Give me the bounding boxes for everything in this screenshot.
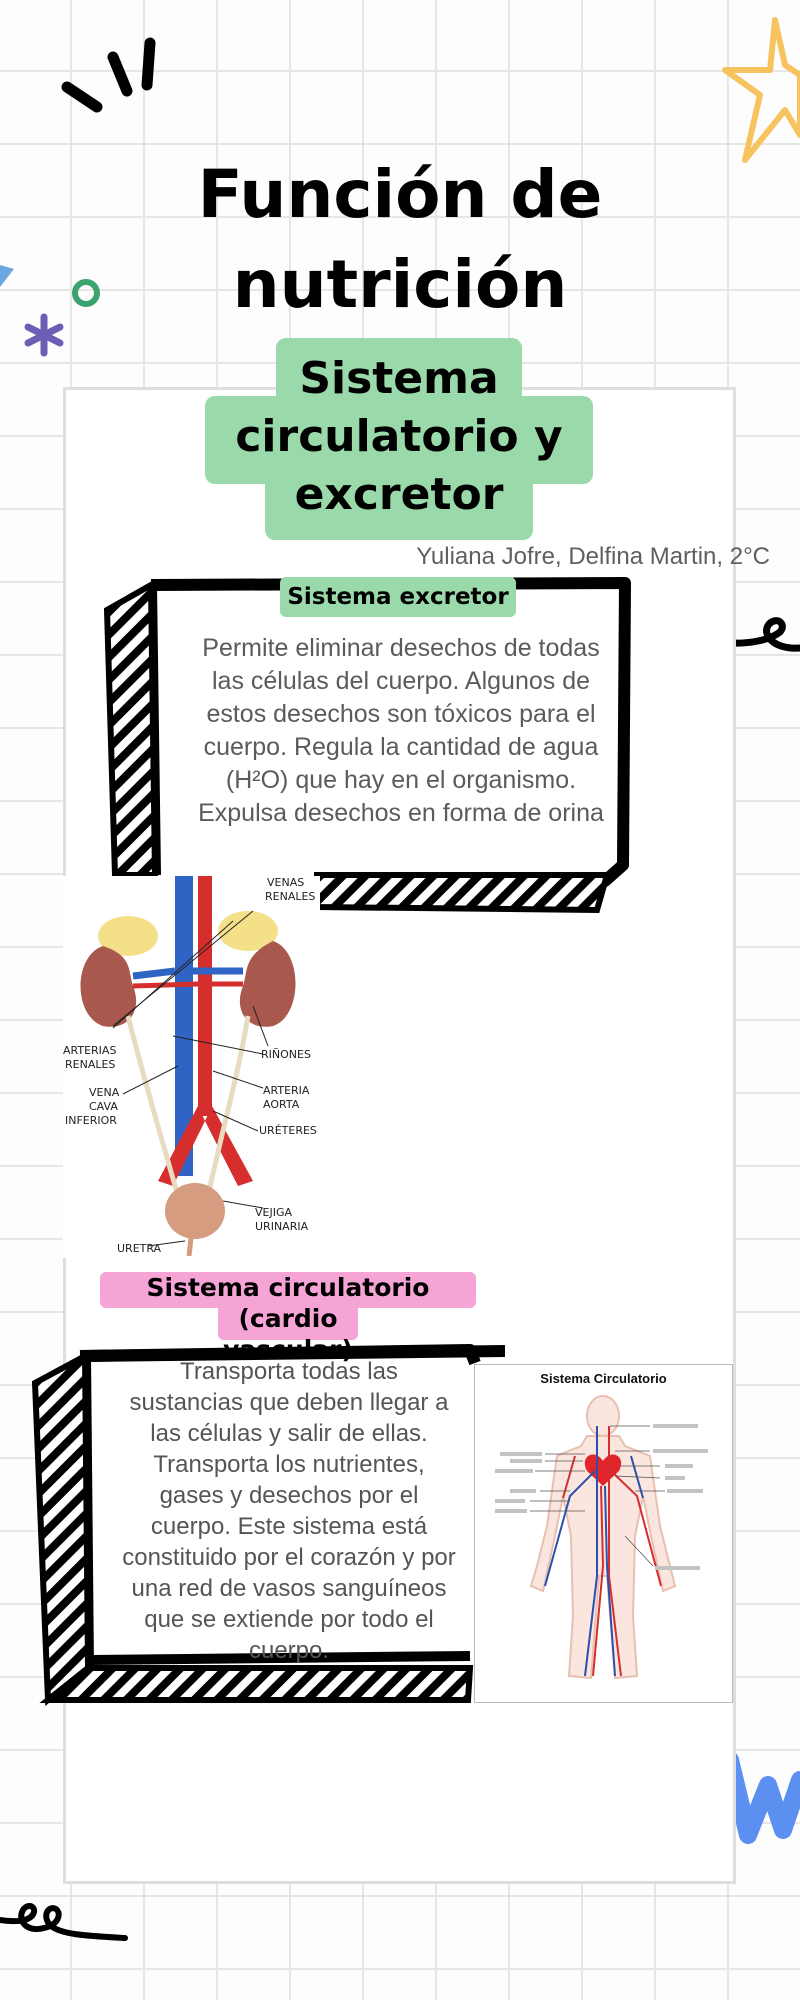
right-squiggle-doodle [725,610,800,660]
label-arterias-renales-1: ARTERIAS [63,1044,117,1057]
top-left-sparkle-doodle [55,35,165,125]
label-vejiga-2: URINARIA [255,1220,309,1233]
label-uretra: URETRA [117,1242,162,1255]
star-doodle [715,15,800,165]
label-ureteres: URÉTERES [259,1124,317,1137]
circulatory-system-illustration [475,1386,732,1696]
circle-doodle [70,277,102,309]
left-edge-triangle-doodle [0,265,14,287]
label-arterias-renales-2: RENALES [65,1058,116,1071]
excretor-heading: Sistema excretor [287,584,509,610]
label-vena-cava-2: CAVA [89,1100,118,1113]
label-vejiga-1: VEJIGA [255,1206,293,1219]
title-line-1: Función de [197,156,603,233]
circ-heading-line-1: Sistema circulatorio (cardio [146,1273,430,1333]
label-rinones: RIÑONES [261,1048,311,1061]
label-vena-cava-3: INFERIOR [65,1114,117,1127]
label-arteria-aorta-2: AORTA [263,1098,300,1111]
label-venas-renales-2: RENALES [265,890,316,903]
circ-heading-line-2: vascular) [223,1335,353,1364]
subtitle-line-1: Sistema [299,353,499,404]
authors: Yuliana Jofre, Delfina Martin, 2°C [416,543,770,570]
label-vena-cava-1: VENA [89,1086,120,1099]
subtitle-line-2: circulatorio y [235,411,563,462]
title-line-2: nutrición [232,246,568,323]
excretor-text: Permite eliminar desechos de todas las células del cuerpo. Algunos de estos desechos son tóxicos para el cuerpo. Regula la cantidad de agua (H²O) que hay en el organismo. Expulsa desechos en forma de orina [198,634,604,827]
asterisk-doodle [22,313,66,357]
circ-text: Transporta todas las sustancias que deben llegar a las células y salir de ellas. Transporta los nutrientes, gases y desechos por el cuerpo. Este sistema está constituido por el corazón y por una red de vasos sanguíneos que se extiende por todo el cuerpo. [122,1358,456,1664]
bottom-left-squiggle-doodle [0,1898,130,1958]
urinary-system-image [63,876,320,1258]
label-arteria-aorta-1: ARTERIA [263,1084,310,1097]
circulatory-system-image [474,1364,733,1703]
page-title [100,150,700,330]
label-venas-renales-1: VENAS [267,876,305,889]
subtitle-line-3: excretor [294,469,504,520]
circ-image-title: Sistema Circulatorio [540,1371,667,1386]
subtitle [200,350,598,524]
